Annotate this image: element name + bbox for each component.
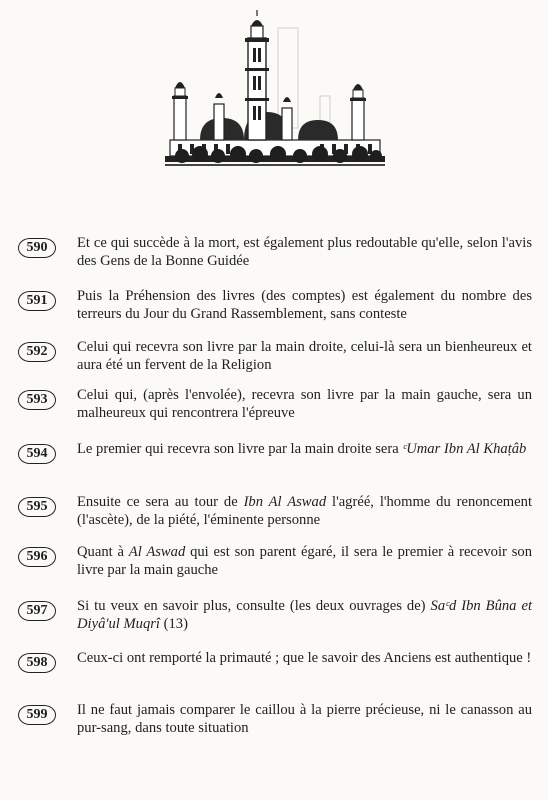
verse-595 (18, 494, 532, 529)
verse-597 (18, 598, 532, 633)
proper-name: ᶜUmar Ibn Al Khaṭâb (402, 441, 527, 457)
verse-number: 597 (18, 601, 56, 621)
verse-text: Ensuite ce sera au tour de Ibn Al Aswad l'agréé, l'homme du renoncement (l'ascète), de la piété, l'éminente personne (77, 494, 532, 528)
verse-599 (18, 702, 532, 737)
verse-number: 590 (18, 238, 56, 258)
verse-text: Si tu veux en savoir plus, consulte (les deux ouvrages de) Saᶜd Ibn Bûna et Diyâ'ul Muqrî (13) (77, 598, 532, 632)
verse-593 (18, 387, 532, 422)
verse-590 (18, 235, 532, 270)
verse-number: 591 (18, 291, 56, 311)
verse-text: Il ne faut jamais comparer le caillou à la pierre précieuse, ni le canasson au pur-sang, dans toute situation (77, 702, 532, 736)
verse-text: Celui qui recevra son livre par la main droite, celui-là sera un bienheureux et aura été un fervent de la Religion (77, 339, 532, 373)
verse-596 (18, 544, 532, 579)
verse-number: 596 (18, 547, 56, 567)
verse-text: Quant à Al Aswad qui est son parent égaré, il sera le premier à recevoir son livre par la main gauche (77, 544, 532, 578)
verse-number: 593 (18, 390, 56, 410)
verse-598 (18, 650, 532, 673)
verse-text: Le premier qui recevra son livre par la main droite sera ᶜUmar Ibn Al Khaṭâb (77, 441, 527, 457)
verse-number: 594 (18, 444, 56, 464)
verse-text: Puis la Préhension des livres (des comptes) est également du nombre des terreurs du Jour du Grand Rassemblement, sans conteste (77, 288, 532, 322)
verse-591 (18, 288, 532, 323)
verse-number: 595 (18, 497, 56, 517)
verse-text: Et ce qui succède à la mort, est également plus redoutable qu'elle, selon l'avis des Gens de la Bonne Guidée (77, 235, 532, 269)
verse-text: Celui qui, (après l'envolée), recevra son livre par la main gauche, sera un malheureux qui rencontrera l'épreuve (77, 387, 532, 421)
verse-number: 598 (18, 653, 56, 673)
verse-number: 592 (18, 342, 56, 362)
proper-name: Al Aswad (128, 544, 186, 560)
verse-594 (18, 441, 532, 464)
mosque-illustration (160, 8, 390, 183)
verse-number: 599 (18, 705, 56, 725)
verse-text: Ceux-ci ont remporté la primauté ; que le savoir des Anciens est authentique ! (77, 650, 532, 666)
proper-name: Saᶜd Ibn Bûna et Diyâ'ul Muqrî (77, 598, 532, 632)
proper-name: Ibn Al Aswad (243, 494, 327, 510)
verse-592 (18, 339, 532, 374)
